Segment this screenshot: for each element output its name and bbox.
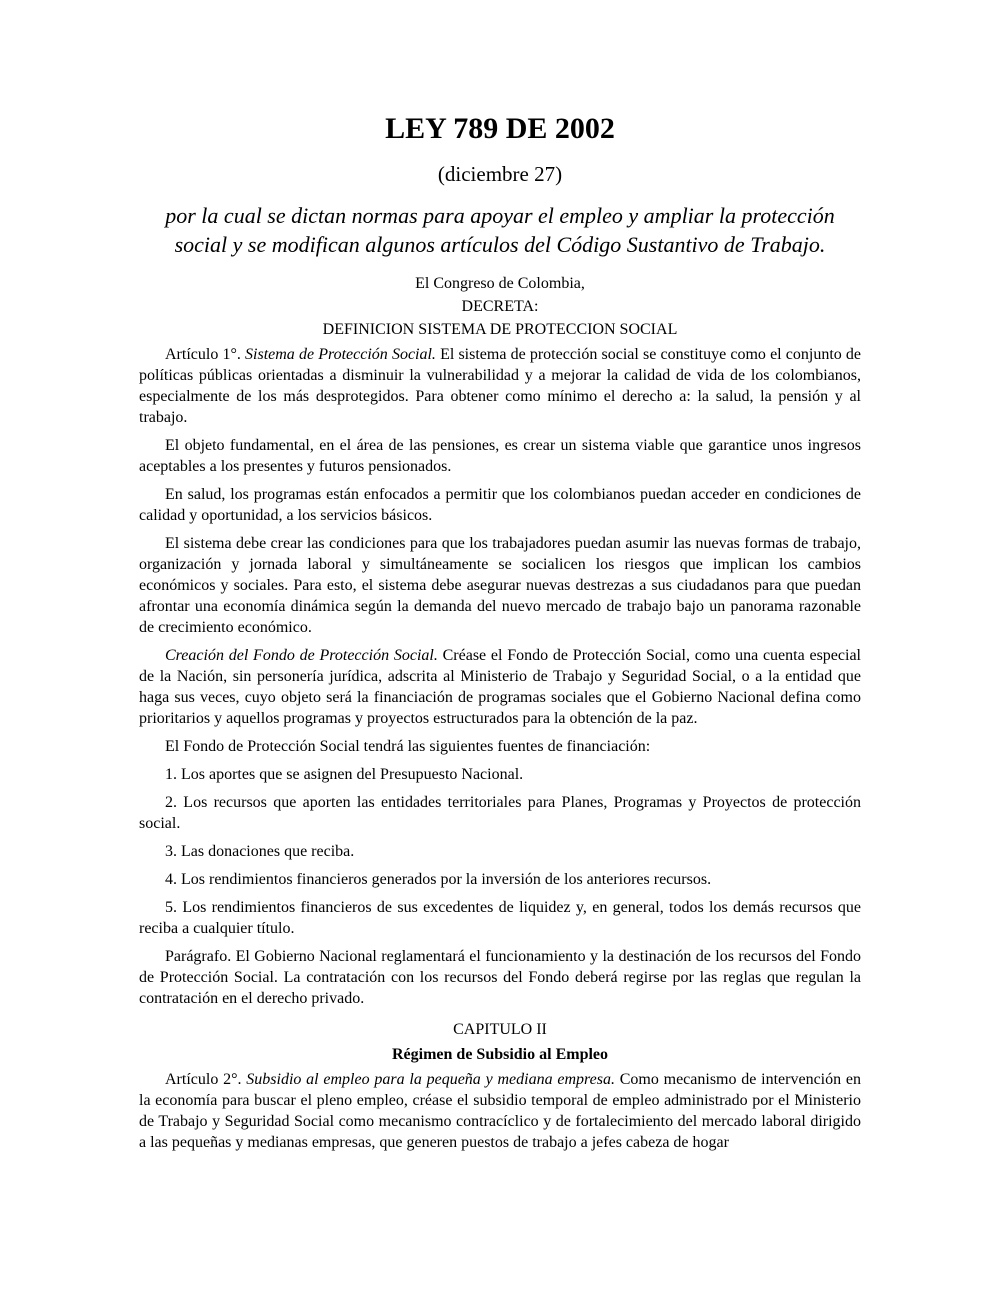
- list-item-5: 5. Los rendimientos financieros de sus excedentes de liquidez y, en general, todos los demás recursos que reciba a cualquier título.: [139, 898, 861, 937]
- article-1-paragraph: [139, 344, 861, 428]
- decreta-line: DECRETA:: [461, 297, 539, 315]
- list-item-3: 3. Las donaciones que reciba.: [165, 842, 355, 860]
- fondo-italic-title: Creación del Fondo de Protección Social.: [165, 646, 438, 664]
- section-heading: DEFINICION SISTEMA DE PROTECCION SOCIAL: [322, 320, 678, 338]
- fondo-body: Créase el Fondo de Protección Social, como una cuenta especial de la Nación, sin personería jurídica, adscrita al Ministerio de Trabajo y Seguridad Social, o a la entidad que haga sus veces, cuyo objeto será la financiación de programas sociales que el Gobierno Nacional defina como prioritarios y aquellos programas y proyectos estructurados para la obtención de la paz.: [139, 646, 861, 727]
- article-1-italic-title: Sistema de Protección Social.: [245, 345, 436, 363]
- chapter-2-heading: CAPITULO II: [453, 1020, 547, 1038]
- congress-line: El Congreso de Colombia,: [415, 274, 585, 292]
- article-2-paragraph: [139, 1069, 861, 1153]
- chapter-2-subheading: Régimen de Subsidio al Empleo: [391, 1045, 609, 1063]
- list-item-1: 1. Los aportes que se asignen del Presupuesto Nacional.: [165, 765, 524, 783]
- article-2-body: Como mecanismo de intervención en la economía para buscar el pleno empleo, créase el subsidio temporal de empleo administrado por el Ministerio de Trabajo y Seguridad Social como mecanismo contracíclico y de fortalecimiento del mercado laboral dirigido a las pequeñas y medianas empresas, que generen puestos de trabajo a jefes cabeza de hogar: [139, 1070, 862, 1151]
- paragraph-fuentes: El Fondo de Protección Social tendrá las siguientes fuentes de financiación:: [165, 737, 651, 755]
- paragraph-pensiones: El objeto fundamental, en el área de las pensiones, es crear un sistema viable que garantice unos ingresos aceptables a los presentes y futuros pensionados.: [139, 436, 861, 475]
- paragrafo-paragraph: Parágrafo. El Gobierno Nacional reglamentará el funcionamiento y la destinación de los recursos del Fondo de Protección Social. La contratación con los recursos del Fondo deberá regirse por las reglas que regulan la contratación en el derecho privado.: [139, 947, 861, 1007]
- article-1-body: El sistema de protección social se constituye como el conjunto de políticas públicas orientadas a disminuir la vulnerabilidad y a mejorar la calidad de vida de los colombianos, especialmente de los más desprotegidos. Para obtener como mínimo el derecho a: la salud, la pensión y al trabajo.: [139, 345, 862, 426]
- paragraph-salud: En salud, los programas están enfocados a permitir que los colombianos puedan acceder en condiciones de calidad y oportunidad, a los servicios básicos.: [139, 485, 861, 524]
- list-item-2: 2. Los recursos que aporten las entidades territoriales para Planes, Programas y Proyectos de protección social.: [139, 793, 861, 832]
- paragraph-fondo-creacion: [139, 645, 861, 729]
- article-2-italic-title: Subsidio al empleo para la pequeña y mediana empresa.: [246, 1070, 615, 1088]
- document-subtitle: por la cual se dictan normas para apoyar el empleo y ampliar la protección social y se modifican algunos artículos del Código Sustantivo de Trabajo.: [165, 202, 835, 257]
- list-item-4: 4. Los rendimientos financieros generados por la inversión de los anteriores recursos.: [165, 870, 712, 888]
- article-2-label: Artículo 2°.: [165, 1070, 247, 1088]
- date-line: (diciembre 27): [437, 161, 563, 186]
- article-1-label: Artículo 1°.: [165, 345, 246, 363]
- paragraph-sistema: El sistema debe crear las condiciones para que los trabajadores puedan asumir las nuevas formas de trabajo, organización y jornada laboral y simultáneamente se socialicen los riesgos que implican los cambios económicos y sociales. Para esto, el sistema debe asegurar nuevas destrezas a sus ciudadanos para que puedan afrontar una economía dinámica según la demanda del nuevo mercado de trabajo bajo un panorama razonable de crecimiento económico.: [139, 534, 861, 636]
- document-title: LEY 789 DE 2002: [385, 112, 615, 145]
